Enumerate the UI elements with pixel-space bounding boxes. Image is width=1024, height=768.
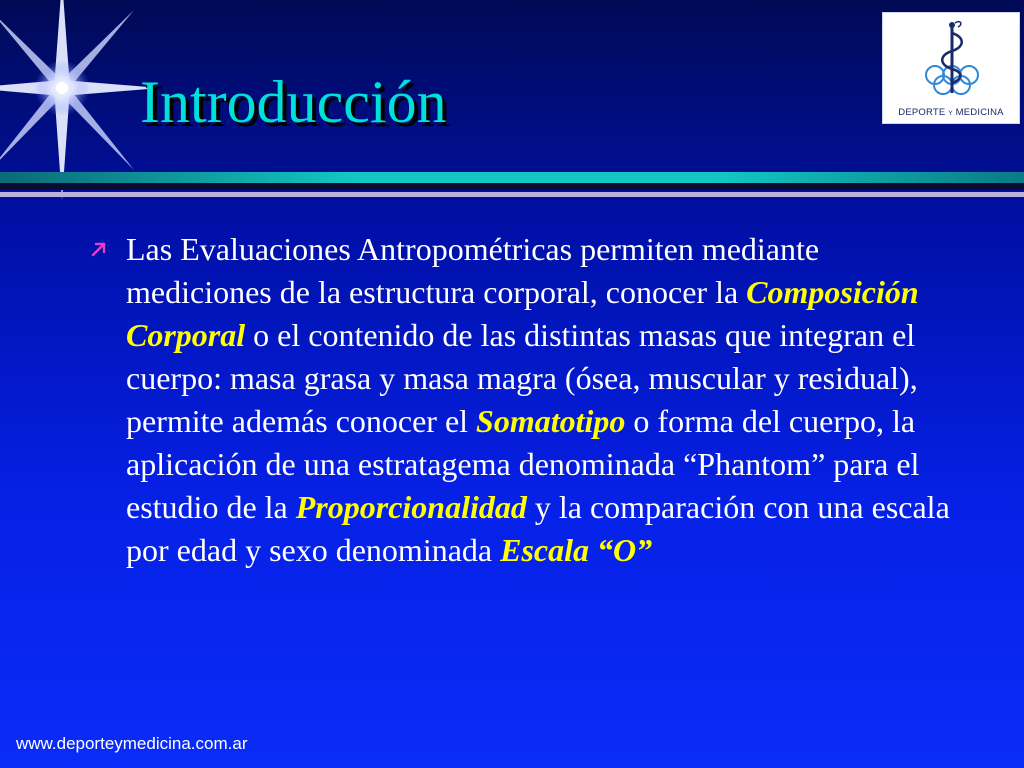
footer-url: www.deporteymedicina.com.ar xyxy=(16,734,248,753)
bullet-text-part-3: o forma del cuerpo, la aplicación de una estratagema denominada “Phantom” para el estudio de la xyxy=(126,403,920,525)
header-divider-dark xyxy=(0,183,1024,190)
logo xyxy=(882,12,1020,124)
logo-text xyxy=(883,107,1019,118)
bullet-text-part-1: Las Evaluaciones Antropométricas permiten mediante mediciones de la estructura corporal, conocer la xyxy=(126,231,820,310)
logo-word-medicina: MEDICINA xyxy=(955,107,1004,118)
caduceus-rings-icon xyxy=(917,19,987,101)
logo-word-deporte: DEPORTE xyxy=(898,107,946,118)
bullet-text-part-2: o el contenido de las distintas masas que integran el cuerpo: masa grasa y masa magra (ósea, muscular y residual), permite además conocer el xyxy=(126,317,918,439)
logo-word-connector: Y xyxy=(948,110,953,117)
slide-title: Introducción xyxy=(140,69,447,135)
arrow-up-right-icon xyxy=(90,240,108,258)
highlight-composicion-corporal: Composición Corporal xyxy=(126,274,919,353)
header-divider-lavender xyxy=(0,192,1024,197)
highlight-escala-o: Escala “O” xyxy=(500,532,653,568)
highlight-proporcionalidad: Proporcionalidad xyxy=(295,489,527,525)
bullet-text xyxy=(126,228,956,572)
star-decoration-icon xyxy=(0,0,160,200)
header-divider-teal xyxy=(0,172,1024,183)
highlight-somatotipo: Somatotipo xyxy=(476,403,626,439)
bullet-text-part-4: y la comparación con una escala por edad y sexo denominada xyxy=(126,489,950,568)
